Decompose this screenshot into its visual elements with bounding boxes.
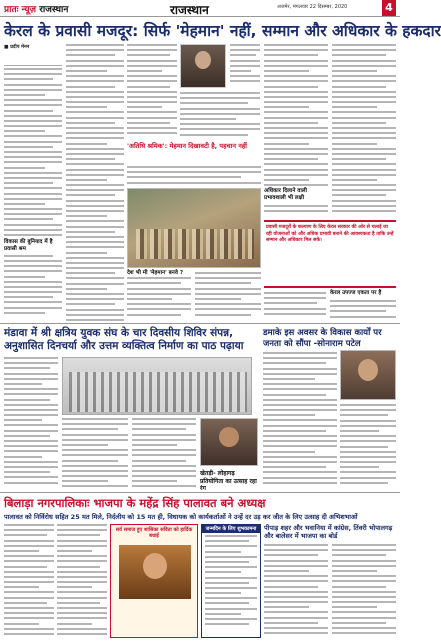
newspaper-brand [4,2,68,15]
lead-column-10 [264,292,326,322]
lead-column-1 [4,68,62,320]
subhead-left: विकास की बुनियाद में है प्रवासी श्रम [4,238,62,254]
birthday-list [205,535,257,635]
masthead [0,0,400,17]
congratulation-ad [110,524,198,638]
lead-column-3b [180,92,260,140]
section-title: राजस्थान [170,3,209,17]
highlight-quote: प्रवासी मजदूरों के कल्याण के लिए केरल सरकार की ओर से चलाई जा रही योजनाओं को और अधिक प्रभावी बनाने की आवश्यकता है ताकि उन्हें सम्मान और अधिकार मिल सके। [264,220,396,288]
minister-photo [340,350,396,400]
yoga-camp-photo [62,357,252,415]
bottom-column-4 [332,544,396,638]
yoga-column-1 [4,357,58,489]
lead-column-11 [330,300,396,322]
bottom-column-1 [4,524,54,638]
brand-region: राजस्थान [39,5,69,15]
bottom-column-2 [57,524,107,638]
subhead-bottom: केरल उपज्ज एकता पर है [330,290,382,296]
farmer-headline: डमाके इस अवसर के विकास कार्यों पर जनता को सौंपा -सोनाराम पटेल [263,328,382,349]
brand-prefix: प्रातः [4,5,19,15]
byline-box [4,44,62,66]
subhead-right: अधिकार दिलाने वाली प्रभावशाली भी लक्षी [264,188,328,202]
leader-photo [200,418,258,466]
brand-name: न्यूज़ [21,5,37,15]
pull-quote [127,142,247,150]
page-number: 4 [382,0,396,16]
lead-column-4 [230,44,260,90]
lead-column-6 [127,272,191,320]
bottom-subheadline: पालावत को निर्विरोध सहित 25 मत मिले, निर्दलीय को 15 मत ही, विधायक को कार्यकर्ताओं ने उन्हें दर उड़ कर जीत के लिए उत्साह दी अभिशभाओं [4,513,358,521]
yoga-camp-headline: मंडावा में श्री क्षत्रिय युवक संघ के चार दिवसीय शिविर संपन्न, अनुशासित दिनचर्या और उत्तम व्यक्तित्व निर्माण का पाठ पढ़ाया [4,327,244,352]
farmer-column-1 [263,352,337,490]
ad-title: सर्व समाज हुए शासिका सविता को हार्दिक बधाई [115,527,193,539]
lead-column-5 [127,166,261,186]
byline: ■ प्रदीप मेनन [4,45,30,50]
bottom-headline: बिलाड़ा नगरपालिकाः भाजपा के महेंद्र सिंह पालावत बने अध्यक्ष [4,496,266,510]
lead-column-9 [332,44,396,218]
pull-quote-title: 'अतिथि श्रमिक': मेहमान दिखावटी है, पहचान नहीं [127,142,247,150]
bottom-column-3 [264,544,328,638]
yoga-column-3 [132,418,196,490]
bottom-divider [0,492,400,493]
workers-photo [127,188,261,268]
lead-column-2 [66,44,124,320]
right-headline: पीपाड़ शहर और भवानिया में कांग्रेस, तिंवरी भोपालगढ़ और बालेसर में भाजपा का बोर्ड [264,524,393,540]
subhead-mid: देश भी मी 'मेहमान' बनवे ? [127,270,191,277]
author-portrait [180,44,226,88]
lead-column-3 [127,44,177,140]
dateline: अजमेर, मंगलवार 22 दिसम्बर, 2020 [277,4,348,10]
yoga-column-2 [62,418,128,490]
ad-photo [119,545,191,599]
birthday-box [201,524,261,638]
lead-column-7 [195,272,261,320]
birthday-title: जन्मदिन के लिए शुभकामना [202,525,260,533]
section-divider [0,323,400,324]
lead-headline: केरल के प्रवासी मजदूर: सिर्फ 'मेहमान' नहीं, सम्मान और अधिकार के हकदार [4,22,441,40]
farmer-column-2 [340,404,396,490]
brief-title: खेतड़ी- लोहागढ़ प्रतियोगिता का उत्साह रहा रंग [200,470,257,492]
